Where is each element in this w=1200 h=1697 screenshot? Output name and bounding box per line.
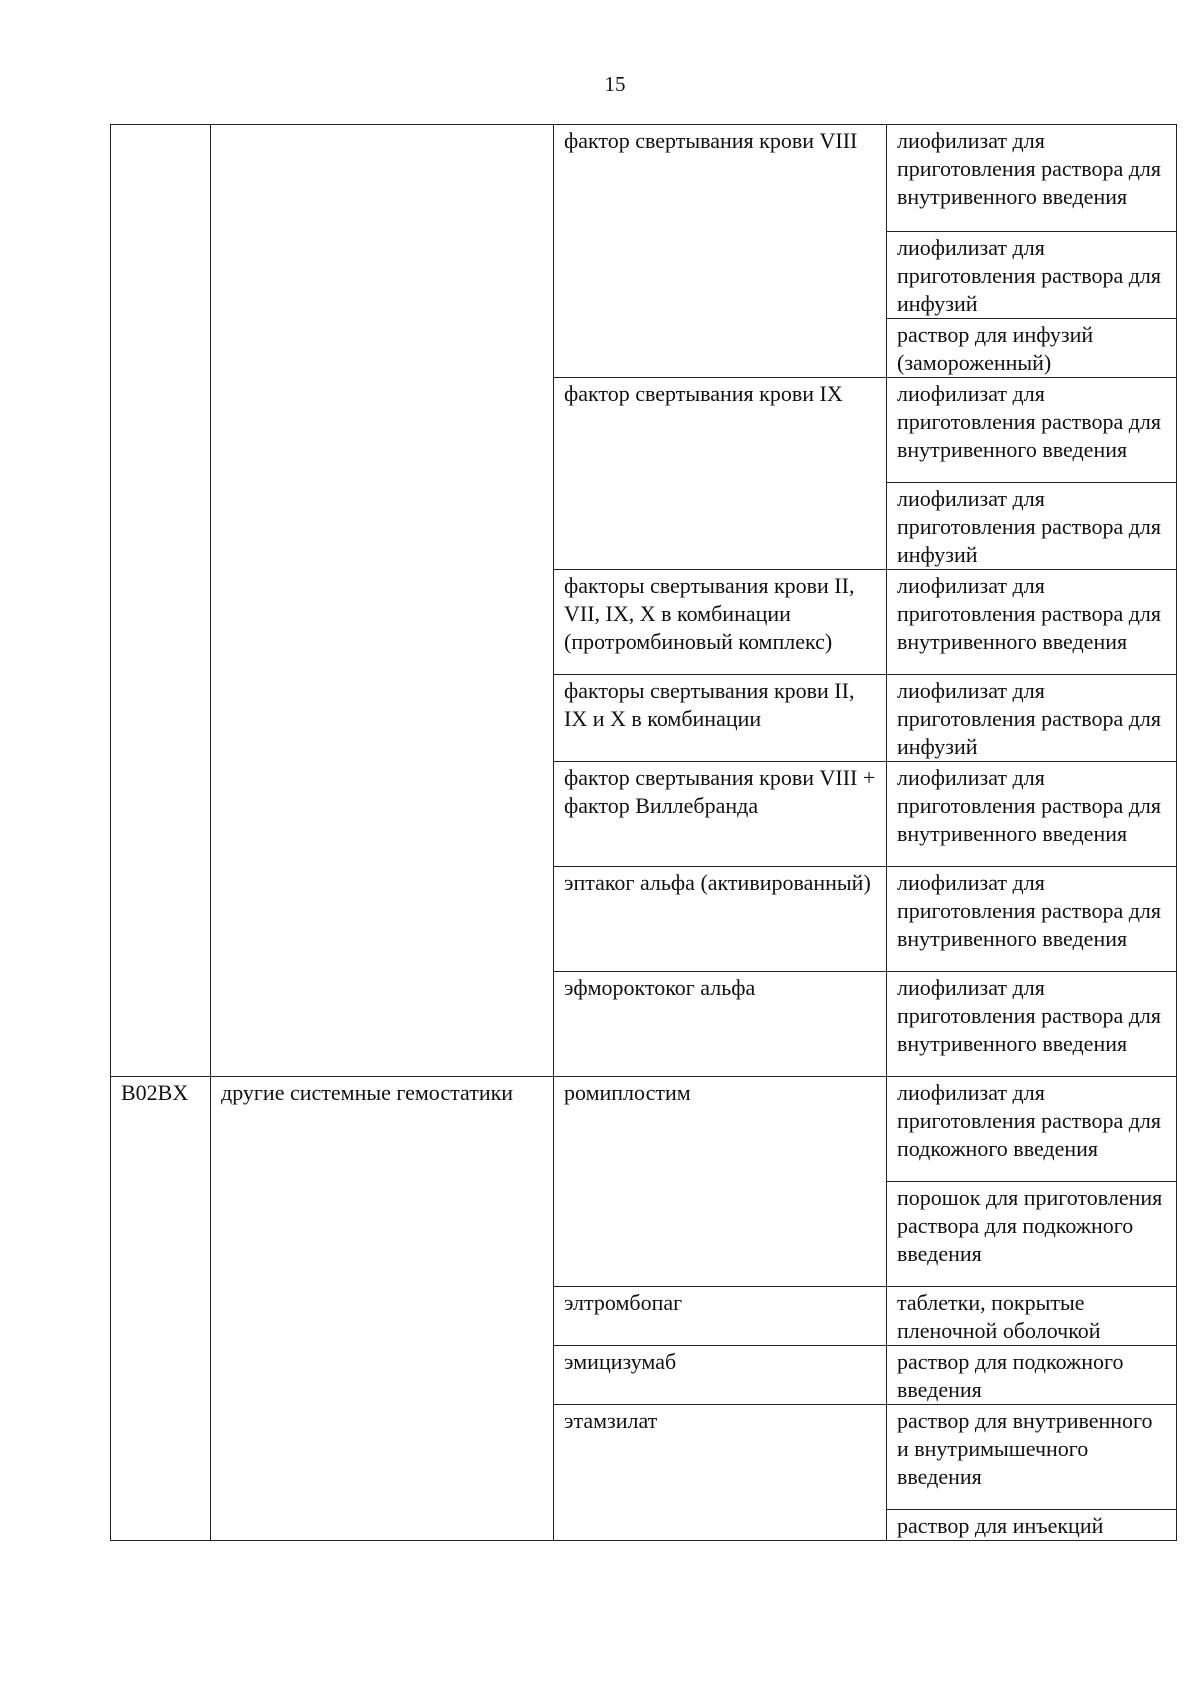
group-name-cell: другие системные гемостатики bbox=[211, 1077, 554, 1541]
atc-code-cell bbox=[111, 125, 211, 1077]
drug-name-cell: факторы свертывания крови II, VII, IX, X в комбинации (протромбиновый комплекс) bbox=[554, 570, 887, 675]
dosage-form-cell: лиофилизат для приготовления раствора для инфузий bbox=[887, 675, 1177, 762]
drug-name-cell: ромиплостим bbox=[554, 1077, 887, 1287]
dosage-form-cell: лиофилизат для приготовления раствора для внутривенного введения bbox=[887, 762, 1177, 867]
dosage-form-cell: раствор для инъекций bbox=[887, 1510, 1177, 1541]
dosage-form-cell: лиофилизат для приготовления раствора для внутривенного введения bbox=[887, 125, 1177, 232]
drug-table bbox=[110, 124, 1177, 1541]
table-row bbox=[111, 125, 1177, 232]
dosage-form-cell: раствор для подкожного введения bbox=[887, 1346, 1177, 1405]
dosage-form-cell: лиофилизат для приготовления раствора для внутривенного введения bbox=[887, 378, 1177, 483]
dosage-form-cell: раствор для инфузий (замороженный) bbox=[887, 319, 1177, 378]
group-name-cell bbox=[211, 125, 554, 1077]
dosage-form-cell: лиофилизат для приготовления раствора для инфузий bbox=[887, 232, 1177, 319]
dosage-form-cell: лиофилизат для приготовления раствора для подкожного введения bbox=[887, 1077, 1177, 1182]
drug-name-cell: фактор свертывания крови IX bbox=[554, 378, 887, 570]
drug-name-cell: эмицизумаб bbox=[554, 1346, 887, 1405]
dosage-form-cell: лиофилизат для приготовления раствора для внутривенного введения bbox=[887, 570, 1177, 675]
drug-name-cell: эптаког альфа (активированный) bbox=[554, 867, 887, 972]
dosage-form-cell: раствор для внутривенного и внутримышечного введения bbox=[887, 1405, 1177, 1510]
drug-name-cell: эфмороктоког альфа bbox=[554, 972, 887, 1077]
drug-name-cell: этамзилат bbox=[554, 1405, 887, 1541]
dosage-form-cell: лиофилизат для приготовления раствора для инфузий bbox=[887, 483, 1177, 570]
drug-name-cell: фактор свертывания крови VIII bbox=[554, 125, 887, 378]
dosage-form-cell: порошок для приготовления раствора для подкожного введения bbox=[887, 1182, 1177, 1287]
dosage-form-cell: лиофилизат для приготовления раствора для внутривенного введения bbox=[887, 972, 1177, 1077]
atc-code-cell: B02BX bbox=[111, 1077, 211, 1541]
dosage-form-cell: таблетки, покрытые пленочной оболочкой bbox=[887, 1287, 1177, 1346]
table-row bbox=[111, 1077, 1177, 1182]
drug-name-cell: элтромбопаг bbox=[554, 1287, 887, 1346]
drug-name-cell: фактор свертывания крови VIII + фактор Виллебранда bbox=[554, 762, 887, 867]
dosage-form-cell: лиофилизат для приготовления раствора для внутривенного введения bbox=[887, 867, 1177, 972]
page-number: 15 bbox=[604, 72, 626, 96]
drug-name-cell: факторы свертывания крови II, IX и X в комбинации bbox=[554, 675, 887, 762]
